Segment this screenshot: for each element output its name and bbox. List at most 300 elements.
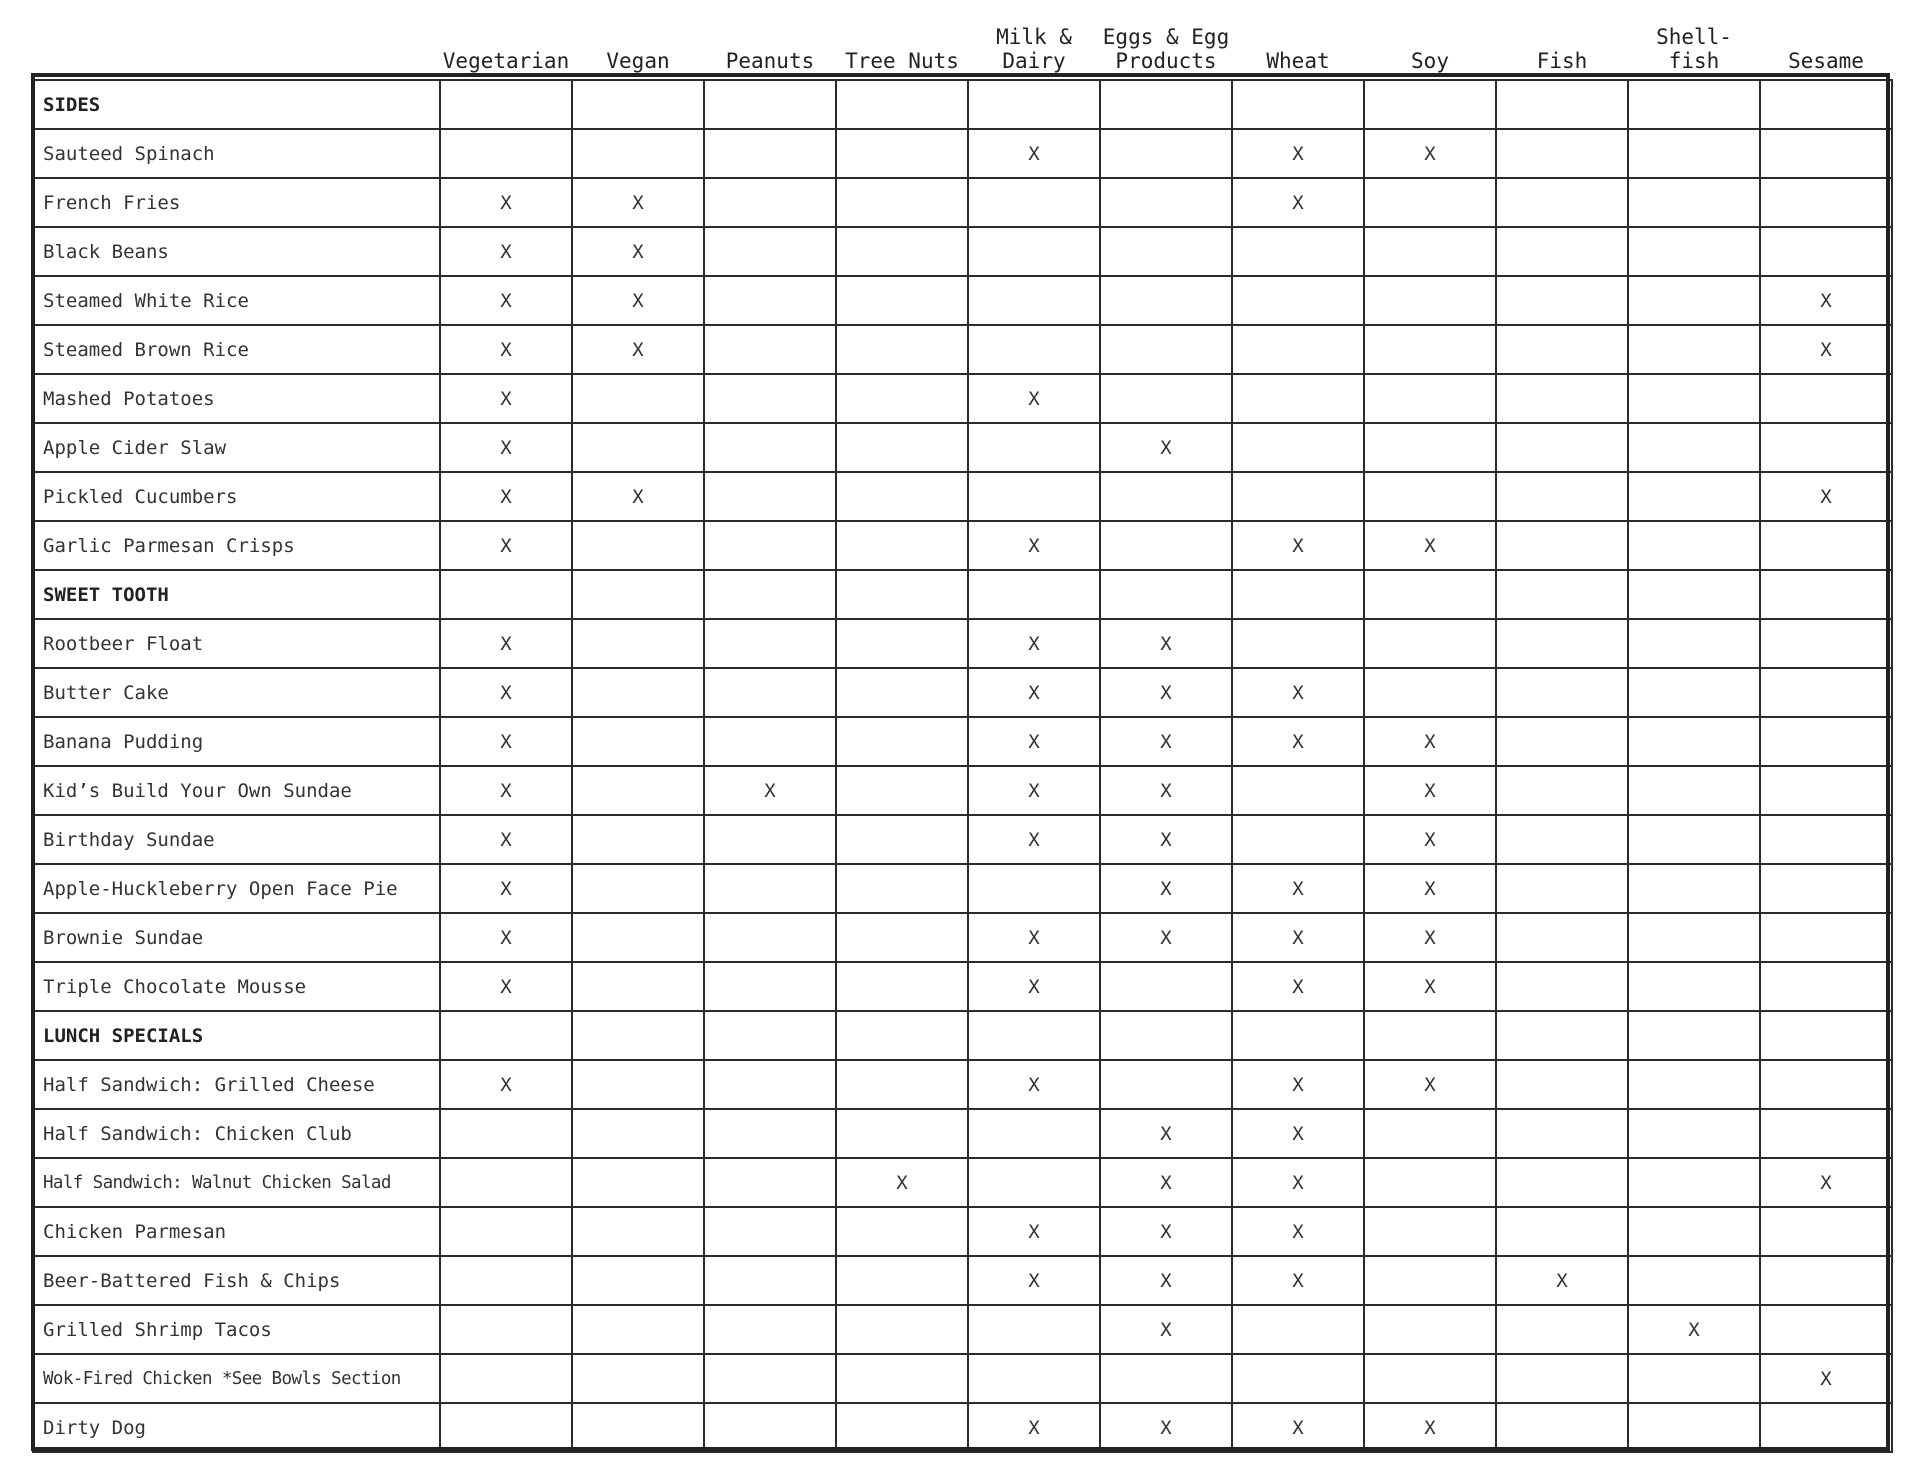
empty-cell <box>1496 864 1628 913</box>
empty-cell <box>572 570 704 619</box>
empty-cell <box>1364 325 1496 374</box>
allergen-mark-eggs-egg-products: X <box>1100 423 1232 472</box>
section-title: LUNCH SPECIALS <box>33 1011 440 1060</box>
empty-cell <box>1364 472 1496 521</box>
empty-cell <box>968 227 1100 276</box>
empty-cell <box>572 1256 704 1305</box>
empty-cell <box>836 1354 968 1403</box>
table-row <box>33 1109 1892 1158</box>
empty-cell <box>836 668 968 717</box>
empty-cell <box>1760 374 1892 423</box>
empty-cell <box>1760 521 1892 570</box>
table-row <box>33 864 1892 913</box>
empty-cell <box>1760 1207 1892 1256</box>
table-row <box>33 325 1892 374</box>
empty-cell <box>440 1207 572 1256</box>
allergen-mark-milk-dairy: X <box>968 1256 1100 1305</box>
empty-cell <box>1496 129 1628 178</box>
empty-cell <box>1628 1403 1760 1452</box>
empty-cell <box>1628 521 1760 570</box>
empty-cell <box>1628 766 1760 815</box>
empty-cell <box>1628 178 1760 227</box>
allergen-mark-vegetarian: X <box>440 766 572 815</box>
allergen-mark-wheat: X <box>1232 521 1364 570</box>
empty-cell <box>1760 815 1892 864</box>
empty-cell <box>836 1403 968 1452</box>
empty-cell <box>836 717 968 766</box>
allergen-mark-vegetarian: X <box>440 227 572 276</box>
allergen-mark-vegetarian: X <box>440 815 572 864</box>
empty-cell <box>968 325 1100 374</box>
empty-cell <box>1100 325 1232 374</box>
table-row <box>33 521 1892 570</box>
empty-cell <box>572 815 704 864</box>
allergen-mark-shell-fish: X <box>1628 1305 1760 1354</box>
menu-item-name: Steamed Brown Rice <box>33 325 440 374</box>
empty-cell <box>572 668 704 717</box>
allergen-mark-vegan: X <box>572 227 704 276</box>
empty-cell <box>572 717 704 766</box>
empty-cell <box>440 1305 572 1354</box>
menu-item-name: Triple Chocolate Mousse <box>33 962 440 1011</box>
allergen-mark-eggs-egg-products: X <box>1100 815 1232 864</box>
allergen-mark-milk-dairy: X <box>968 766 1100 815</box>
empty-cell <box>1628 374 1760 423</box>
menu-item-name: Dirty Dog <box>33 1403 440 1452</box>
empty-cell <box>1760 1109 1892 1158</box>
menu-item-name: Half Sandwich: Walnut Chicken Salad <box>33 1158 440 1207</box>
table-row <box>33 1060 1892 1109</box>
empty-cell <box>1232 423 1364 472</box>
empty-cell <box>1100 1060 1232 1109</box>
column-header-wheat: Wheat <box>1266 49 1330 73</box>
empty-cell <box>1364 227 1496 276</box>
empty-cell <box>1628 913 1760 962</box>
empty-cell <box>1628 1158 1760 1207</box>
empty-cell <box>1364 374 1496 423</box>
table-row <box>33 1256 1892 1305</box>
empty-cell <box>1496 913 1628 962</box>
allergen-mark-vegetarian: X <box>440 325 572 374</box>
allergen-mark-sesame: X <box>1760 1158 1892 1207</box>
allergen-mark-vegetarian: X <box>440 472 572 521</box>
column-header-soy: Soy <box>1411 49 1449 73</box>
empty-cell <box>1364 80 1496 129</box>
empty-cell <box>1496 962 1628 1011</box>
empty-cell <box>1628 1207 1760 1256</box>
empty-cell <box>572 129 704 178</box>
empty-cell <box>1232 815 1364 864</box>
allergen-mark-vegan: X <box>572 325 704 374</box>
allergen-mark-tree-nuts: X <box>836 1158 968 1207</box>
empty-cell <box>440 570 572 619</box>
allergen-mark-eggs-egg-products: X <box>1100 1305 1232 1354</box>
empty-cell <box>1232 472 1364 521</box>
empty-cell <box>1628 1109 1760 1158</box>
allergen-mark-vegetarian: X <box>440 374 572 423</box>
empty-cell <box>968 1109 1100 1158</box>
empty-cell <box>704 374 836 423</box>
allergen-mark-sesame: X <box>1760 276 1892 325</box>
empty-cell <box>1100 521 1232 570</box>
empty-cell <box>572 1011 704 1060</box>
allergen-mark-eggs-egg-products: X <box>1100 1109 1232 1158</box>
empty-cell <box>704 325 836 374</box>
empty-cell <box>1100 276 1232 325</box>
allergen-mark-wheat: X <box>1232 864 1364 913</box>
allergen-mark-wheat: X <box>1232 717 1364 766</box>
menu-item-name: Garlic Parmesan Crisps <box>33 521 440 570</box>
allergen-mark-soy: X <box>1364 1403 1496 1452</box>
empty-cell <box>1760 80 1892 129</box>
allergen-mark-wheat: X <box>1232 1403 1364 1452</box>
allergen-mark-wheat: X <box>1232 1158 1364 1207</box>
empty-cell <box>572 962 704 1011</box>
allergen-mark-eggs-egg-products: X <box>1100 668 1232 717</box>
menu-item-name: Beer-Battered Fish & Chips <box>33 1256 440 1305</box>
table-row <box>33 1305 1892 1354</box>
empty-cell <box>704 1109 836 1158</box>
allergen-mark-wheat: X <box>1232 1207 1364 1256</box>
allergen-mark-vegetarian: X <box>440 521 572 570</box>
allergen-mark-fish: X <box>1496 1256 1628 1305</box>
empty-cell <box>1100 374 1232 423</box>
allergen-mark-eggs-egg-products: X <box>1100 1256 1232 1305</box>
allergen-mark-vegetarian: X <box>440 178 572 227</box>
allergen-mark-soy: X <box>1364 1060 1496 1109</box>
empty-cell <box>1496 1060 1628 1109</box>
empty-cell <box>1628 1060 1760 1109</box>
header-row <box>33 0 1892 80</box>
empty-cell <box>836 276 968 325</box>
empty-cell <box>704 472 836 521</box>
empty-cell <box>1496 1354 1628 1403</box>
column-header-vegetarian: Vegetarian <box>442 49 570 73</box>
allergen-mark-vegetarian: X <box>440 423 572 472</box>
empty-cell <box>1760 1011 1892 1060</box>
allergen-mark-soy: X <box>1364 864 1496 913</box>
empty-cell <box>968 472 1100 521</box>
empty-cell <box>968 1158 1100 1207</box>
empty-cell <box>1100 570 1232 619</box>
empty-cell <box>1496 717 1628 766</box>
section-row-lunch-specials <box>33 1011 1892 1060</box>
empty-cell <box>572 80 704 129</box>
empty-cell <box>968 1011 1100 1060</box>
allergen-mark-milk-dairy: X <box>968 913 1100 962</box>
allergen-mark-vegan: X <box>572 178 704 227</box>
allergen-mark-vegetarian: X <box>440 1060 572 1109</box>
header-blank-cell <box>33 0 440 80</box>
empty-cell <box>1628 1256 1760 1305</box>
allergen-mark-eggs-egg-products: X <box>1100 717 1232 766</box>
empty-cell <box>836 521 968 570</box>
empty-cell <box>1760 178 1892 227</box>
allergen-table <box>32 0 1893 1453</box>
table-row <box>33 619 1892 668</box>
allergen-mark-wheat: X <box>1232 962 1364 1011</box>
menu-item-name: Half Sandwich: Grilled Cheese <box>33 1060 440 1109</box>
empty-cell <box>572 864 704 913</box>
menu-item-name: Chicken Parmesan <box>33 1207 440 1256</box>
empty-cell <box>440 1011 572 1060</box>
empty-cell <box>1496 521 1628 570</box>
empty-cell <box>704 668 836 717</box>
empty-cell <box>1496 570 1628 619</box>
allergen-mark-soy: X <box>1364 521 1496 570</box>
empty-cell <box>1760 717 1892 766</box>
empty-cell <box>1364 1256 1496 1305</box>
empty-cell <box>1760 1060 1892 1109</box>
allergen-mark-milk-dairy: X <box>968 1207 1100 1256</box>
empty-cell <box>1628 276 1760 325</box>
empty-cell <box>836 227 968 276</box>
empty-cell <box>1760 227 1892 276</box>
empty-cell <box>440 1403 572 1452</box>
empty-cell <box>1100 1354 1232 1403</box>
empty-cell <box>1628 472 1760 521</box>
empty-cell <box>440 1256 572 1305</box>
section-title: SWEET TOOTH <box>33 570 440 619</box>
empty-cell <box>1496 619 1628 668</box>
empty-cell <box>572 1354 704 1403</box>
empty-cell <box>572 1305 704 1354</box>
empty-cell <box>836 374 968 423</box>
table-row <box>33 913 1892 962</box>
empty-cell <box>572 1207 704 1256</box>
empty-cell <box>1628 423 1760 472</box>
empty-cell <box>1364 1305 1496 1354</box>
menu-item-name: Banana Pudding <box>33 717 440 766</box>
empty-cell <box>704 619 836 668</box>
section-row-sides <box>33 80 1892 129</box>
table-row <box>33 766 1892 815</box>
empty-cell <box>704 1354 836 1403</box>
menu-item-name: Half Sandwich: Chicken Club <box>33 1109 440 1158</box>
allergen-mark-wheat: X <box>1232 1109 1364 1158</box>
table-row <box>33 1207 1892 1256</box>
empty-cell <box>704 1256 836 1305</box>
table-row <box>33 717 1892 766</box>
empty-cell <box>704 178 836 227</box>
column-header-tree-nuts: Tree Nuts <box>845 49 959 73</box>
empty-cell <box>836 864 968 913</box>
empty-cell <box>572 1403 704 1452</box>
empty-cell <box>1760 766 1892 815</box>
empty-cell <box>1364 570 1496 619</box>
empty-cell <box>1760 129 1892 178</box>
table-row <box>33 374 1892 423</box>
empty-cell <box>836 619 968 668</box>
empty-cell <box>836 472 968 521</box>
allergen-mark-wheat: X <box>1232 178 1364 227</box>
column-header-shell-fish: Shell- fish <box>1656 25 1732 73</box>
table-row <box>33 1403 1892 1452</box>
table-row <box>33 1158 1892 1207</box>
table-row <box>33 962 1892 1011</box>
column-header-eggs-egg-products: Eggs & Egg Products <box>1102 25 1230 73</box>
empty-cell <box>836 178 968 227</box>
empty-cell <box>572 1158 704 1207</box>
empty-cell <box>704 423 836 472</box>
allergen-mark-wheat: X <box>1232 668 1364 717</box>
empty-cell <box>704 1305 836 1354</box>
section-row-sweet-tooth <box>33 570 1892 619</box>
empty-cell <box>836 1011 968 1060</box>
empty-cell <box>704 1403 836 1452</box>
empty-cell <box>1364 1158 1496 1207</box>
empty-cell <box>1496 1109 1628 1158</box>
allergen-mark-peanuts: X <box>704 766 836 815</box>
allergen-mark-soy: X <box>1364 129 1496 178</box>
empty-cell <box>1364 178 1496 227</box>
allergen-mark-eggs-egg-products: X <box>1100 864 1232 913</box>
menu-item-name: Wok-Fired Chicken *See Bowls Section <box>33 1354 440 1403</box>
empty-cell <box>1364 1011 1496 1060</box>
empty-cell <box>968 178 1100 227</box>
empty-cell <box>572 619 704 668</box>
empty-cell <box>968 276 1100 325</box>
table-row <box>33 178 1892 227</box>
menu-item-name: Rootbeer Float <box>33 619 440 668</box>
allergen-mark-milk-dairy: X <box>968 815 1100 864</box>
empty-cell <box>1496 80 1628 129</box>
empty-cell <box>704 570 836 619</box>
allergen-mark-vegetarian: X <box>440 619 572 668</box>
empty-cell <box>1496 472 1628 521</box>
empty-cell <box>572 374 704 423</box>
empty-cell <box>836 1305 968 1354</box>
menu-item-name: Grilled Shrimp Tacos <box>33 1305 440 1354</box>
allergen-mark-sesame: X <box>1760 1354 1892 1403</box>
empty-cell <box>1628 1354 1760 1403</box>
empty-cell <box>1364 1207 1496 1256</box>
empty-cell <box>836 80 968 129</box>
empty-cell <box>1232 1305 1364 1354</box>
column-header-milk-dairy: Milk & Dairy <box>996 25 1072 73</box>
empty-cell <box>968 1354 1100 1403</box>
empty-cell <box>440 1354 572 1403</box>
empty-cell <box>836 913 968 962</box>
menu-item-name: Apple Cider Slaw <box>33 423 440 472</box>
empty-cell <box>1496 1403 1628 1452</box>
empty-cell <box>572 1109 704 1158</box>
empty-cell <box>1364 276 1496 325</box>
empty-cell <box>704 962 836 1011</box>
empty-cell <box>1628 227 1760 276</box>
empty-cell <box>1232 325 1364 374</box>
empty-cell <box>1364 619 1496 668</box>
allergen-mark-wheat: X <box>1232 1256 1364 1305</box>
empty-cell <box>1364 1354 1496 1403</box>
empty-cell <box>1496 374 1628 423</box>
allergen-mark-soy: X <box>1364 913 1496 962</box>
empty-cell <box>572 766 704 815</box>
empty-cell <box>1760 864 1892 913</box>
empty-cell <box>704 717 836 766</box>
empty-cell <box>572 1060 704 1109</box>
empty-cell <box>1232 619 1364 668</box>
section-title: SIDES <box>33 80 440 129</box>
menu-item-name: Mashed Potatoes <box>33 374 440 423</box>
empty-cell <box>704 864 836 913</box>
empty-cell <box>1628 1011 1760 1060</box>
empty-cell <box>1232 766 1364 815</box>
allergen-mark-soy: X <box>1364 962 1496 1011</box>
allergen-mark-vegetarian: X <box>440 962 572 1011</box>
empty-cell <box>1496 1158 1628 1207</box>
empty-cell <box>572 423 704 472</box>
empty-cell <box>1628 815 1760 864</box>
empty-cell <box>836 423 968 472</box>
allergen-mark-sesame: X <box>1760 325 1892 374</box>
empty-cell <box>1100 80 1232 129</box>
allergen-mark-milk-dairy: X <box>968 1403 1100 1452</box>
empty-cell <box>1496 276 1628 325</box>
empty-cell <box>1232 1354 1364 1403</box>
empty-cell <box>704 227 836 276</box>
empty-cell <box>1496 815 1628 864</box>
empty-cell <box>1496 1305 1628 1354</box>
empty-cell <box>968 80 1100 129</box>
empty-cell <box>704 1207 836 1256</box>
empty-cell <box>836 1207 968 1256</box>
empty-cell <box>1628 864 1760 913</box>
allergen-mark-vegan: X <box>572 472 704 521</box>
allergen-mark-eggs-egg-products: X <box>1100 1158 1232 1207</box>
empty-cell <box>704 129 836 178</box>
menu-item-name: Steamed White Rice <box>33 276 440 325</box>
empty-cell <box>1232 374 1364 423</box>
empty-cell <box>1760 668 1892 717</box>
allergen-mark-milk-dairy: X <box>968 668 1100 717</box>
empty-cell <box>440 1109 572 1158</box>
empty-cell <box>704 276 836 325</box>
menu-item-name: Sauteed Spinach <box>33 129 440 178</box>
allergen-mark-wheat: X <box>1232 129 1364 178</box>
empty-cell <box>704 913 836 962</box>
allergen-mark-sesame: X <box>1760 472 1892 521</box>
empty-cell <box>1496 1207 1628 1256</box>
allergen-mark-milk-dairy: X <box>968 619 1100 668</box>
allergen-mark-milk-dairy: X <box>968 374 1100 423</box>
allergen-mark-wheat: X <box>1232 913 1364 962</box>
empty-cell <box>1628 129 1760 178</box>
empty-cell <box>968 423 1100 472</box>
empty-cell <box>1628 962 1760 1011</box>
empty-cell <box>1232 570 1364 619</box>
empty-cell <box>1760 1305 1892 1354</box>
allergen-mark-wheat: X <box>1232 1060 1364 1109</box>
allergen-mark-vegan: X <box>572 276 704 325</box>
empty-cell <box>968 864 1100 913</box>
empty-cell <box>836 325 968 374</box>
empty-cell <box>836 129 968 178</box>
empty-cell <box>704 1060 836 1109</box>
empty-cell <box>1496 227 1628 276</box>
empty-cell <box>440 129 572 178</box>
table-body <box>33 80 1892 1452</box>
empty-cell <box>1100 472 1232 521</box>
empty-cell <box>572 913 704 962</box>
menu-item-name: Black Beans <box>33 227 440 276</box>
empty-cell <box>1628 717 1760 766</box>
allergen-mark-vegetarian: X <box>440 668 572 717</box>
empty-cell <box>836 962 968 1011</box>
empty-cell <box>836 1109 968 1158</box>
empty-cell <box>1760 1403 1892 1452</box>
empty-cell <box>836 815 968 864</box>
